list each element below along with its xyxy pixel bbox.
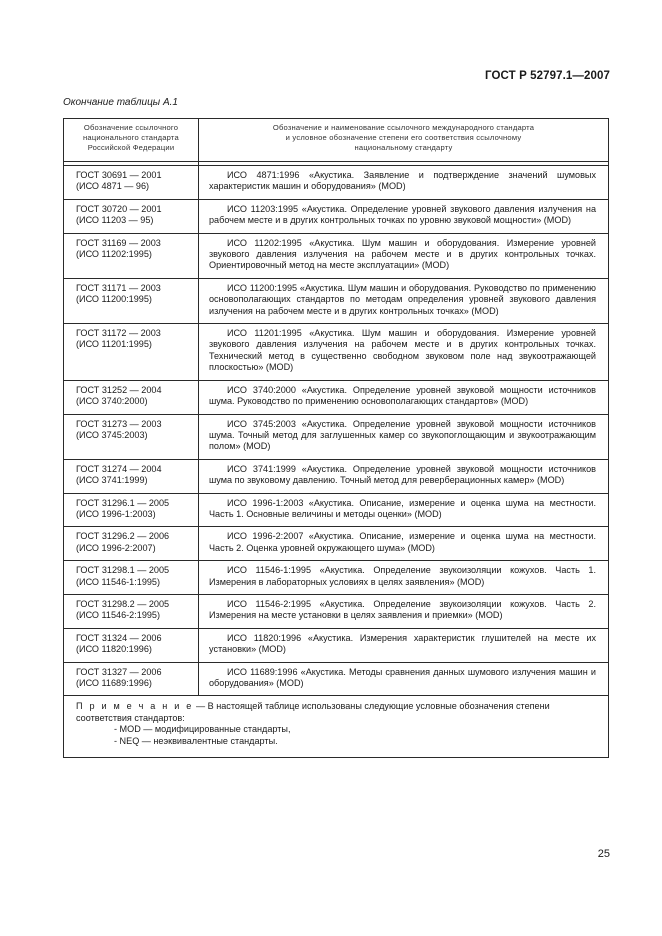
iso-equivalent: (ИСО 11546-1:1995) (76, 576, 161, 587)
gost-designation: ГОСТ 31169 — 2003 (76, 237, 161, 248)
standard-description: ИСО 11200:1995 «Акустика. Шум машин и оборудования. Руководство по применению основополагающих стандартов по методам определения уровней звукового давления излучения на рабочем месте и в других контрольных точках» (MOD) (209, 282, 596, 316)
table-row (64, 233, 609, 278)
national-standard-cell (64, 493, 199, 527)
standard-description: ИСО 1996-2:2007 «Акустика. Описание, измерение и оценка шума на местности. Часть 2. Оценка уровней окружающего шума» (MOD) (209, 531, 596, 553)
standard-description: ИСО 3741:1999 «Акустика. Определение уровней звуковой мощности источников шума по звуковому давлению. Точный метод для реверберационных камер» (MOD) (209, 463, 596, 486)
table-caption: Окончание таблицы А.1 (63, 97, 178, 108)
international-standard-cell (199, 459, 609, 493)
gost-designation: ГОСТ 31252 — 2004 (76, 384, 162, 395)
note-text: — В настоящей таблице использованы следующие условные обозначения степени соответствия стандартов: (76, 701, 550, 723)
standard-description: ИСО 1996-1:2003 «Акустика. Описание, измерение и оценка шума на местности. Часть 1. Основные величины и методы оценки» (MOD) (209, 497, 596, 519)
note-row (64, 696, 609, 758)
iso-equivalent: (ИСО 3745:2003) (76, 429, 148, 440)
international-standard-cell (199, 561, 609, 595)
standard-description: ИСО 11201:1995 «Акустика. Шум машин и оборудования. Измерение уровней звукового давления излучения на рабочем месте и в других контрольных точках. Технический метод в существенно свободном звуковом поле над звукоотражающей плоскостью» (MOD) (209, 328, 596, 373)
table-row (64, 166, 609, 200)
gost-designation: ГОСТ 31274 — 2004 (76, 463, 162, 474)
standard-description: ИСО 3740:2000 «Акустика. Определение уровней звуковой мощности источников шума. Руководство по применению основополагающих стандартов» (MOD) (209, 384, 596, 407)
gost-designation: ГОСТ 31296.2 — 2006 (76, 531, 170, 542)
national-standard-cell (64, 561, 199, 595)
international-standard-cell (199, 278, 609, 323)
national-standard-cell (64, 594, 199, 628)
national-standard-cell (64, 662, 199, 696)
gost-designation: ГОСТ 31327 — 2006 (76, 666, 162, 677)
gost-designation: ГОСТ 31296.1 — 2005 (76, 497, 170, 508)
iso-equivalent: (ИСО 11546-2:1995) (76, 610, 161, 621)
iso-equivalent: (ИСО 11689:1996) (76, 678, 152, 688)
table-row (64, 324, 609, 381)
national-standard-cell (64, 324, 199, 381)
national-standard-cell (64, 166, 199, 200)
standard-description: ИСО 3745:2003 «Акустика. Определение уровней звуковой мощности источников шума. Точный метод для заглушенных камер со звукопоглощающим и звукоотражающим полом» (MOD) (209, 418, 596, 452)
national-standard-cell (64, 527, 199, 561)
international-standard-cell (199, 324, 609, 381)
table-row (64, 380, 609, 414)
gost-designation: ГОСТ 31298.2 — 2005 (76, 598, 170, 609)
international-standard-cell (199, 493, 609, 527)
header-national-standard: Обозначение ссылочного национального стандарта Российской Федерации (64, 119, 199, 162)
iso-equivalent: (ИСО 11203 — 95) (76, 215, 154, 226)
table-row (64, 414, 609, 459)
gost-designation: ГОСТ 31298.1 — 2005 (76, 565, 170, 576)
international-standard-cell (199, 662, 609, 696)
reference-standards-table (63, 118, 609, 758)
note-item-neq: - NEQ — неэквивалентные стандарты. (114, 735, 278, 746)
standard-description: ИСО 11820:1996 «Акустика. Измерения характеристик глушителей на месте их установки» (MOD) (209, 632, 596, 655)
document-code: ГОСТ Р 52797.1—2007 (485, 70, 610, 82)
national-standard-cell (64, 233, 199, 278)
table-note (64, 696, 609, 758)
table-body (64, 162, 609, 696)
standard-description: ИСО 11546-2:1995 «Акустика. Определение звукоизоляции кожухов. Часть 2. Измерения на месте установки в целях заявления и приемки» (MOD) (209, 598, 596, 621)
iso-equivalent: (ИСО 11200:1995) (76, 294, 152, 305)
table-row (64, 527, 609, 561)
international-standard-cell (199, 414, 609, 459)
international-standard-cell (199, 166, 609, 200)
iso-equivalent: (ИСО 3741:1999) (76, 475, 148, 486)
standard-description: ИСО 11546-1:1995 «Акустика. Определение звукоизоляции кожухов. Часть 1. Измерения в лабораторных условиях в целях заявления» (MOD) (209, 565, 596, 587)
national-standard-cell (64, 380, 199, 414)
national-standard-cell (64, 628, 199, 662)
table-row (64, 594, 609, 628)
iso-equivalent: (ИСО 11201:1995) (76, 339, 152, 350)
international-standard-cell (199, 594, 609, 628)
page-number: 25 (597, 848, 610, 860)
iso-equivalent: (ИСО 11820:1996) (76, 644, 152, 655)
iso-equivalent: (ИСО 1996-2:2007) (76, 542, 156, 553)
standard-description: ИСО 11689:1996 «Акустика. Методы сравнения данных шумового излучения машин и оборудования» (MOD) (209, 666, 596, 688)
note-item-mod: - MOD — модифицированные стандарты, (114, 724, 291, 735)
table-row (64, 662, 609, 696)
iso-equivalent: (ИСО 11202:1995) (76, 249, 152, 260)
national-standard-cell (64, 278, 199, 323)
gost-designation: ГОСТ 31324 — 2006 (76, 632, 162, 643)
note-lead: П р и м е ч а н и е (76, 701, 194, 712)
gost-designation: ГОСТ 30720 — 2001 (76, 203, 162, 214)
table-row (64, 628, 609, 662)
international-standard-cell (199, 233, 609, 278)
table-row (64, 199, 609, 233)
standard-description: ИСО 11203:1995 «Акустика. Определение уровней звукового давления излучения на рабочем месте и в других контрольных точках по уровню звуковой мощности» (MOD) (209, 203, 596, 226)
table-row (64, 561, 609, 595)
table-row (64, 278, 609, 323)
international-standard-cell (199, 527, 609, 561)
iso-equivalent: (ИСО 3740:2000) (76, 396, 148, 407)
table-header-row (64, 119, 609, 162)
standard-description: ИСО 11202:1995 «Акустика. Шум машин и оборудования. Измерение уровней звукового давления излучения на рабочем месте и в других контрольных точках. Ориентировочный метод на месте эксплуатации» (MOD) (209, 237, 596, 271)
gost-designation: ГОСТ 31172 — 2003 (76, 328, 161, 339)
gost-designation: ГОСТ 31171 — 2003 (76, 282, 161, 293)
national-standard-cell (64, 414, 199, 459)
iso-equivalent: (ИСО 1996-1:2003) (76, 508, 156, 519)
international-standard-cell (199, 628, 609, 662)
national-standard-cell (64, 199, 199, 233)
standard-description: ИСО 4871:1996 «Акустика. Заявление и подтверждение значений шумовых характеристик машин и оборудования» (MOD) (209, 170, 596, 192)
international-standard-cell (199, 199, 609, 233)
table-row (64, 493, 609, 527)
table-row (64, 459, 609, 493)
international-standard-cell (199, 380, 609, 414)
header-international-standard: Обозначение и наименование ссылочного международного стандарта и условное обозначение степени его соответствия ссылочному национальному стандарту (199, 119, 609, 162)
gost-designation: ГОСТ 31273 — 2003 (76, 418, 162, 429)
gost-designation: ГОСТ 30691 — 2001 (76, 170, 162, 180)
national-standard-cell (64, 459, 199, 493)
iso-equivalent: (ИСО 4871 — 96) (76, 181, 150, 192)
